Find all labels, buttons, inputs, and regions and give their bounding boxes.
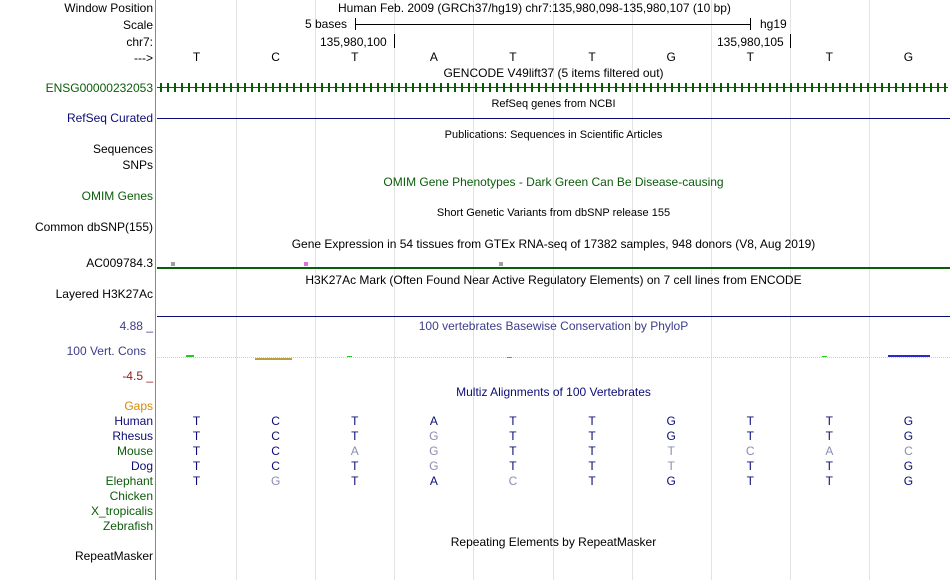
species-base: A (429, 474, 438, 488)
gtex-gene-label[interactable]: AC009784.3 (86, 256, 153, 270)
species-label[interactable]: Rhesus (112, 429, 153, 443)
species-base: T (509, 444, 517, 458)
scale-bar-right-tick (750, 18, 751, 30)
gencode-track-title[interactable]: GENCODE V49lift37 (5 items filtered out) (443, 66, 664, 80)
phylop-min-label: -4.5 _ (122, 369, 153, 383)
species-base: G (666, 414, 676, 428)
scale-text: 5 bases (305, 17, 348, 31)
snps-label[interactable]: SNPs (122, 158, 153, 172)
species-base: T (825, 429, 834, 443)
reference-base: C (271, 50, 280, 64)
scale-bar-left-tick (355, 18, 356, 30)
species-base: A (429, 414, 438, 428)
gtex-gene-line[interactable] (157, 267, 950, 269)
species-base: T (509, 429, 517, 443)
phylop-bar (255, 358, 292, 360)
species-base: T (588, 444, 596, 458)
refseq-gene-line[interactable] (157, 118, 950, 119)
phylop-track-title[interactable]: 100 vertebrates Basewise Conservation by PhyloP (418, 319, 689, 333)
species-base: G (429, 444, 439, 458)
h3k27ac-track-title[interactable]: H3K27Ac Mark (Often Found Near Active Regulatory Elements) on 7 cell lines from ENCODE (305, 273, 802, 287)
species-label[interactable]: X_tropicalis (90, 504, 153, 518)
species-base: T (825, 414, 834, 428)
species-base: T (746, 459, 754, 473)
strand-label[interactable]: ---> (134, 51, 153, 65)
species-base: T (351, 429, 359, 443)
dbsnp-label[interactable]: Common dbSNP(155) (34, 220, 153, 234)
reference-base: T (825, 50, 834, 64)
sequences-label[interactable]: Sequences (92, 142, 153, 156)
species-base: C (271, 444, 280, 458)
publications-track-title[interactable]: Publications: Sequences in Scientific Articles (444, 129, 663, 141)
gtex-mark[interactable] (304, 262, 308, 266)
position-right: 135,980,105 (717, 35, 784, 49)
gtex-mark[interactable] (171, 262, 175, 266)
species-base: T (825, 474, 834, 488)
gencode-gene-feature[interactable] (157, 83, 948, 92)
species-base: A (825, 444, 834, 458)
species-base: T (588, 429, 596, 443)
position-right-tick (790, 34, 791, 48)
species-base: T (192, 474, 201, 488)
species-base: C (508, 474, 518, 488)
reference-base: T (192, 50, 201, 64)
species-label[interactable]: Elephant (105, 474, 153, 488)
species-base: T (509, 414, 517, 428)
species-label[interactable]: Mouse (116, 444, 153, 458)
reference-base: G (903, 50, 914, 64)
species-base: T (746, 429, 754, 443)
species-base: C (271, 429, 280, 443)
species-base: G (666, 429, 676, 443)
phylop-bar (186, 355, 194, 357)
window-position-label: Window Position (64, 1, 153, 15)
chromosome-label[interactable]: chr7: (126, 35, 153, 49)
species-label[interactable]: Dog (130, 459, 153, 473)
phylop-bar (347, 356, 352, 357)
species-base: C (271, 459, 280, 473)
omim-track-title[interactable]: OMIM Gene Phenotypes - Dark Green Can Be Disease-causing (383, 175, 724, 189)
window-position-value: Human Feb. 2009 (GRCh37/hg19) chr7:135,980,098-135,980,107 (10 bp) (338, 1, 731, 15)
phylop-max-label: 4.88 _ (119, 319, 153, 333)
species-label[interactable]: Human (114, 414, 153, 428)
multiz-track-title[interactable]: Multiz Alignments of 100 Vertebrates (456, 385, 651, 399)
reference-base: T (509, 50, 517, 64)
reference-base: T (746, 50, 754, 64)
h3k27ac-label[interactable]: Layered H3K27Ac (55, 287, 153, 301)
scale-assembly: hg19 (760, 17, 787, 31)
species-base: G (903, 429, 914, 443)
species-base: T (746, 474, 754, 488)
species-base: A (350, 444, 359, 458)
species-base: T (667, 459, 675, 473)
species-base: G (429, 429, 439, 443)
reference-base: T (351, 50, 359, 64)
phylop-bar (888, 355, 930, 357)
species-base: T (192, 444, 201, 458)
species-base: T (588, 459, 596, 473)
species-base: T (746, 414, 754, 428)
phylop-label[interactable]: 100 Vert. Cons (66, 344, 146, 358)
position-left: 135,980,100 (320, 35, 387, 49)
species-base: T (825, 459, 834, 473)
reference-base: G (666, 50, 676, 64)
species-base: T (351, 459, 359, 473)
species-base: T (667, 444, 675, 458)
gtex-track-title[interactable]: Gene Expression in 54 tissues from GTEx RNA-seq of 17382 samples, 948 donors (V8, Aug 2019) (291, 237, 816, 251)
dbsnp-track-title[interactable]: Short Genetic Variants from dbSNP release 155 (436, 207, 671, 219)
scale-bar (355, 24, 750, 25)
species-base: G (270, 474, 281, 488)
repeatmasker-track-title[interactable]: Repeating Elements by RepeatMasker (450, 535, 657, 549)
phylop-bar (822, 356, 827, 357)
species-base: T (588, 414, 596, 428)
refseq-label[interactable]: RefSeq Curated (66, 111, 153, 125)
species-label[interactable]: Zebrafish (102, 519, 153, 533)
species-base: C (271, 414, 280, 428)
refseq-track-title[interactable]: RefSeq genes from NCBI (491, 98, 616, 110)
species-base: G (903, 474, 914, 488)
gtex-mark[interactable] (499, 262, 503, 266)
species-base: G (666, 474, 676, 488)
h3k27ac-baseline (157, 316, 950, 317)
species-base: T (192, 429, 201, 443)
species-base: G (903, 459, 914, 473)
scale-label[interactable]: Scale (122, 18, 153, 32)
species-base: T (588, 474, 596, 488)
repeatmasker-label[interactable]: RepeatMasker (74, 549, 153, 563)
species-label[interactable]: Chicken (109, 489, 153, 503)
species-base: C (904, 444, 913, 458)
species-base: T (509, 459, 517, 473)
species-base: G (903, 414, 914, 428)
gaps-label[interactable]: Gaps (124, 399, 153, 413)
species-base: G (429, 459, 439, 473)
omim-label[interactable]: OMIM Genes (81, 189, 153, 203)
gencode-gene-label[interactable]: ENSG00000232053 (45, 81, 153, 95)
species-base: T (192, 414, 201, 428)
reference-base: T (588, 50, 596, 64)
label-separator (155, 0, 156, 580)
reference-base: A (429, 50, 438, 64)
species-base: T (351, 414, 359, 428)
species-base: T (351, 474, 359, 488)
phylop-bar (507, 357, 512, 358)
position-left-tick (394, 34, 395, 48)
species-base: T (192, 459, 201, 473)
species-base: C (745, 444, 755, 458)
